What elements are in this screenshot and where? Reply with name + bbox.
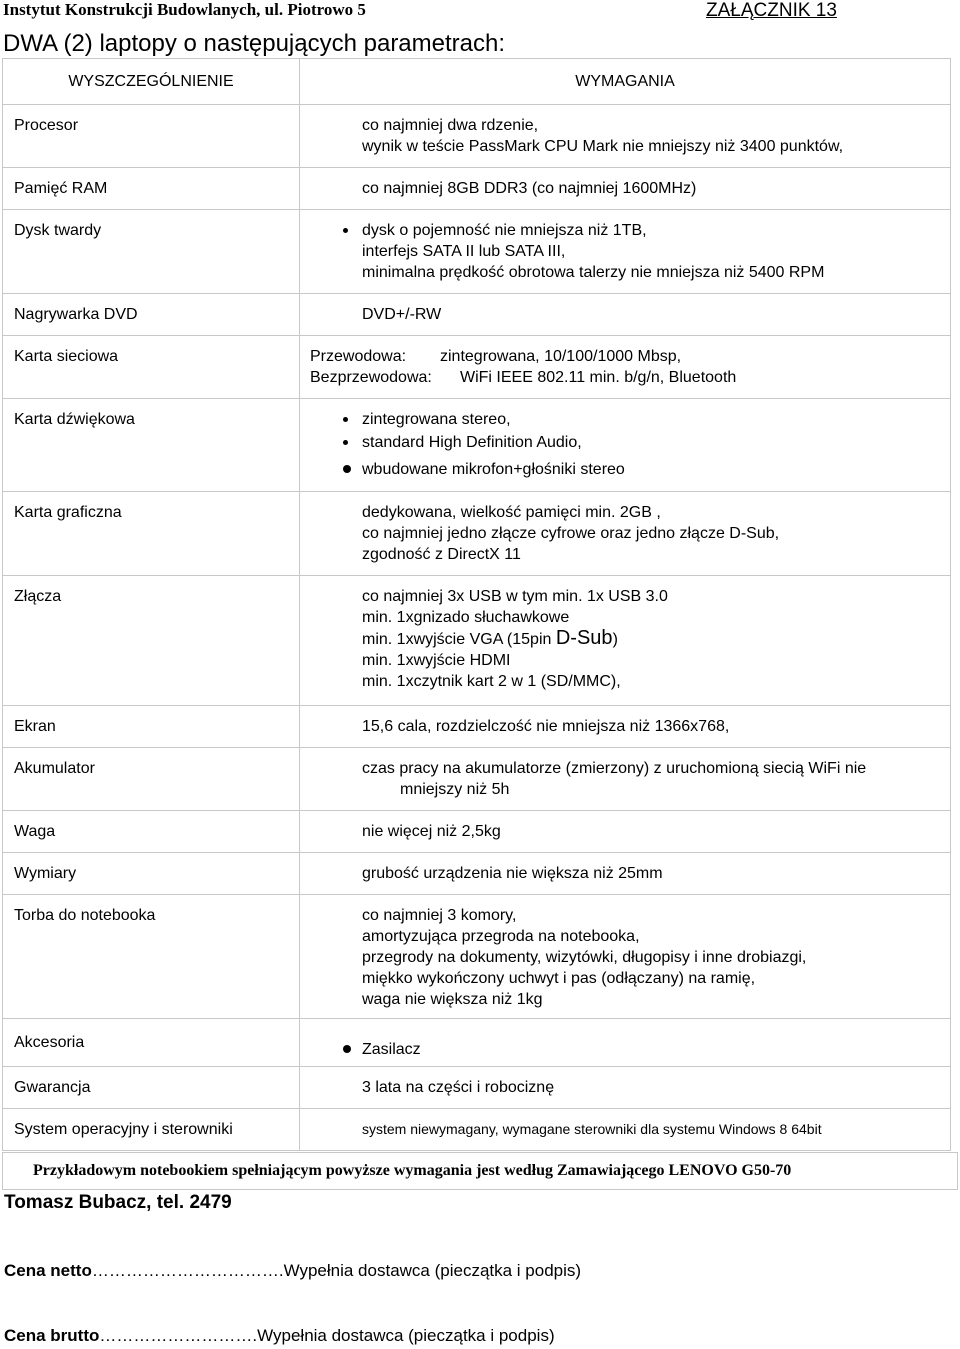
row-value-wymiary [300, 853, 951, 895]
page-title: DWA (2) laptopy o następujących parametrach: [3, 30, 506, 57]
value-line: miękko wykończony uchwyt i pas (odłączany) na ramię, [362, 970, 756, 987]
bullet-item: Zasilacz [343, 1039, 950, 1060]
value-line: 3 lata na części i robociznę [362, 1079, 555, 1096]
value-line: grubość urządzenia nie większa niż 25mm [362, 865, 663, 882]
price-gross-fill: ……………………….Wypełnia dostawca (pieczątka i podpis) [99, 1326, 555, 1345]
table-row [3, 210, 951, 294]
table-row [3, 895, 951, 1019]
contact-person: Tomasz Bubacz, tel. 2479 [4, 1192, 232, 1213]
row-value-waga [300, 811, 951, 853]
row-value-akcesoria [300, 1019, 951, 1067]
row-value-siec [300, 336, 951, 399]
value-line: przegrody na dokumenty, wizytówki, długopisy i inne drobiazgi, [362, 949, 807, 966]
value-line: zgodność z DirectX 11 [362, 546, 521, 563]
value-line: czas pracy na akumulatorze (zmierzony) z uruchomioną siecią WiFi nie [362, 760, 867, 777]
row-label-waga: Waga [3, 811, 300, 853]
institute-header: Instytut Konstrukcji Budowlanych, ul. Piotrowo 5 [3, 0, 366, 19]
table-row [3, 811, 951, 853]
row-label-dysk: Dysk twardy [3, 210, 300, 294]
table-row [3, 1019, 951, 1067]
value-line: min. 1xczytnik kart 2 w 1 (SD/MMC), [362, 673, 621, 690]
value-line: system niewymagany, wymagane sterowniki dla systemu Windows 8 64bit [362, 1121, 822, 1137]
row-label-torba: Torba do notebooka [3, 895, 300, 1019]
row-label-ram: Pamięć RAM [3, 168, 300, 210]
table-row [3, 105, 951, 168]
value-line: minimalna prędkość obrotowa talerzy nie mniejsza niż 5400 RPM [362, 264, 825, 281]
bullet-item: wbudowane mikrofon+głośniki stereo [343, 459, 950, 480]
row-value-akumulator [300, 748, 951, 811]
spec-table [2, 58, 951, 1151]
vga-prefix: min. 1xwyjście VGA (15pin [362, 631, 556, 648]
value-line: 15,6 cala, rozdzielczość nie mniejsza niż 1366x768, [362, 718, 730, 735]
price-gross-line [4, 1326, 555, 1346]
value-line [362, 628, 950, 650]
table-row [3, 706, 951, 748]
table-row [3, 294, 951, 336]
bullet-item: standard High Definition Audio, [343, 432, 950, 453]
bullet-item: zintegrowana stereo, [343, 409, 950, 430]
row-label-siec: Karta sieciowa [3, 336, 300, 399]
price-net-line [4, 1261, 581, 1281]
table-row [3, 576, 951, 706]
price-gross-label: Cena brutto [4, 1326, 100, 1345]
table-header-row [3, 59, 951, 105]
wireless-label: Bezprzewodowa: [310, 369, 432, 386]
table-row [3, 1109, 951, 1151]
table-row [3, 168, 951, 210]
row-label-akcesoria: Akcesoria [3, 1019, 300, 1067]
table-row [3, 336, 951, 399]
row-value-torba [300, 895, 951, 1019]
table-row [3, 748, 951, 811]
value-line: dedykowana, wielkość pamięci min. 2GB , [362, 504, 661, 521]
wired-value: zintegrowana, 10/100/1000 Mbsp, [440, 348, 682, 365]
value-line: waga nie większa niż 1kg [362, 991, 543, 1008]
row-label-akumulator: Akumulator [3, 748, 300, 811]
vga-suffix: ) [612, 631, 618, 648]
value-line: co najmniej 3 komory, [362, 907, 517, 924]
table-row [3, 853, 951, 895]
row-label-wymiary: Wymiary [3, 853, 300, 895]
row-label-zlacza: Złącza [3, 576, 300, 706]
row-value-grafika [300, 492, 951, 576]
value-line: min. 1xwyjście HDMI [362, 652, 511, 669]
row-label-ekran: Ekran [3, 706, 300, 748]
value-line: wynik w teście PassMark CPU Mark nie mniejszy niż 3400 punktów, [362, 138, 844, 155]
table-row [3, 399, 951, 492]
col-header-spec: WYSZCZEGÓLNIENIE [3, 59, 300, 105]
row-label-gwarancja: Gwarancja [3, 1067, 300, 1109]
row-label-system: System operacyjny i sterowniki [3, 1109, 300, 1151]
price-net-fill: …………………………….Wypełnia dostawca (pieczątka i podpis) [91, 1261, 582, 1280]
row-value-audio [300, 399, 951, 492]
row-value-ram [300, 168, 951, 210]
row-value-system [300, 1109, 951, 1151]
example-model-note [2, 1152, 958, 1190]
value-line: min. 1xgnizado słuchawkowe [362, 609, 570, 626]
row-label-dvd: Nagrywarka DVD [3, 294, 300, 336]
example-model-text: Przykładowym notebookiem spełniającym powyższe wymagania jest według Zamawiającego LENOVO G50-70 [33, 1162, 792, 1179]
value-line: interfejs SATA II lub SATA III, [362, 243, 566, 260]
bullet-item: dysk o pojemność nie mniejsza niż 1TB, [343, 220, 950, 241]
value-line: co najmniej 3x USB w tym min. 1x USB 3.0 [362, 588, 668, 605]
row-label-procesor: Procesor [3, 105, 300, 168]
value-line: amortyzująca przegroda na notebooka, [362, 928, 640, 945]
row-value-dvd [300, 294, 951, 336]
row-value-gwarancja [300, 1067, 951, 1109]
value-line: co najmniej 8GB DDR3 (co najmniej 1600MHz) [362, 180, 697, 197]
wired-line [310, 346, 950, 367]
wireless-value: WiFi IEEE 802.11 min. b/g/n, Bluetooth [460, 369, 737, 386]
row-value-procesor [300, 105, 951, 168]
wireless-line [310, 367, 950, 388]
row-label-audio: Karta dźwiękowa [3, 399, 300, 492]
value-line: nie więcej niż 2,5kg [362, 823, 501, 840]
wired-label: Przewodowa: [310, 348, 407, 365]
attachment-label: ZAŁĄCZNIK 13 [706, 0, 837, 21]
row-value-ekran [300, 706, 951, 748]
table-row [3, 492, 951, 576]
price-net-label: Cena netto [4, 1261, 92, 1280]
value-line: DVD+/-RW [362, 306, 442, 323]
row-label-grafika: Karta graficzna [3, 492, 300, 576]
vga-dsub: D-Sub [555, 627, 613, 649]
table-row [3, 1067, 951, 1109]
value-line: co najmniej jedno złącze cyfrowe oraz jedno złącze D-Sub, [362, 525, 780, 542]
col-header-req: WYMAGANIA [300, 59, 951, 105]
row-value-zlacza [300, 576, 951, 706]
value-line: co najmniej dwa rdzenie, [362, 117, 539, 134]
row-value-dysk [300, 210, 951, 294]
value-line: mniejszy niż 5h [400, 781, 510, 798]
